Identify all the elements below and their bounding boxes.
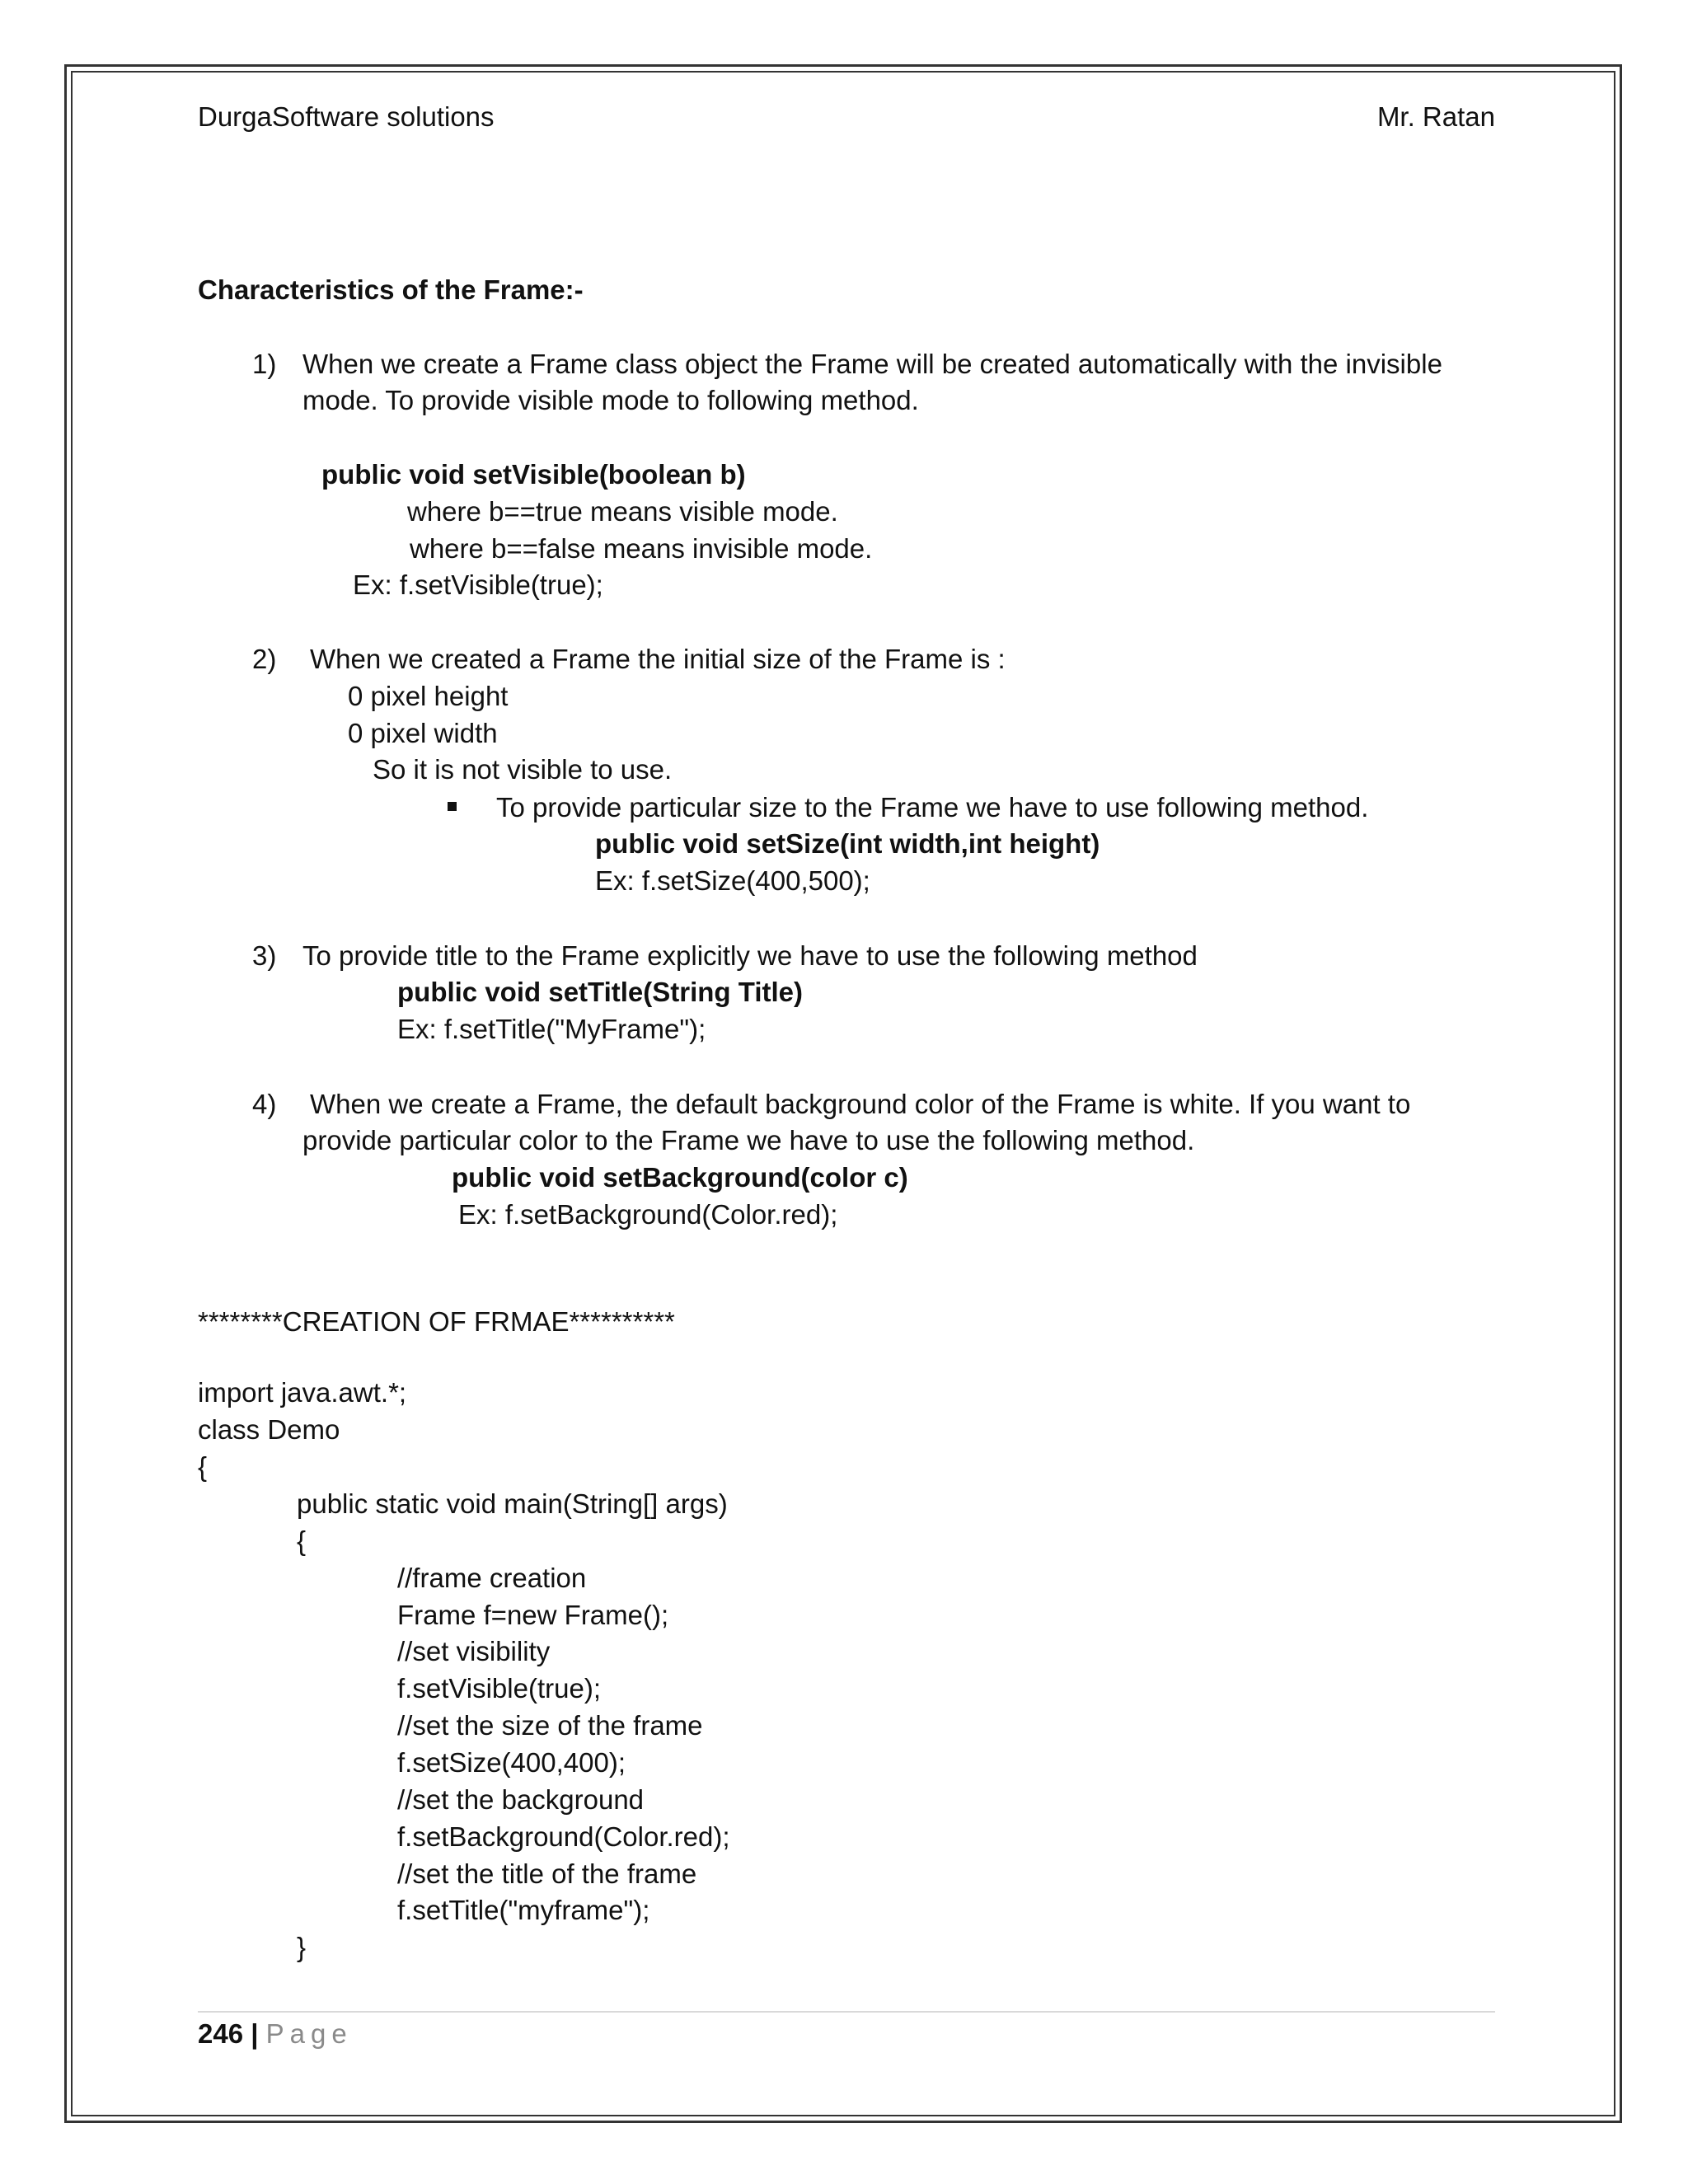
- footer-divider: [198, 2011, 1495, 2013]
- section-heading: Characteristics of the Frame:-: [198, 274, 584, 305]
- item-1-number: 1): [252, 349, 277, 379]
- code-line: //set the size of the frame: [397, 1710, 703, 1741]
- item-2-bullet-text: To provide particular size to the Frame we have to use following method.: [496, 792, 1369, 823]
- code-line: //set visibility: [397, 1636, 551, 1666]
- header-left: DurgaSoftware solutions: [198, 101, 495, 132]
- item-1-method: public void setVisible(boolean b): [321, 459, 746, 490]
- code-line: //frame creation: [397, 1563, 587, 1593]
- header-right: Mr. Ratan: [1376, 101, 1495, 132]
- item-1-example: Ex: f.setVisible(true);: [353, 569, 603, 600]
- item-3-method: public void setTitle(String Title): [397, 977, 803, 1007]
- item-1-line-1: When we create a Frame class object the Frame will be created automatically with the invisible: [302, 349, 1442, 379]
- code-line: f.setVisible(true);: [397, 1673, 601, 1704]
- code-line: }: [297, 1932, 307, 1962]
- item-2-note: So it is not visible to use.: [373, 754, 673, 785]
- page-footer: [198, 2018, 353, 2050]
- bullet-icon: [448, 802, 457, 811]
- item-2-line-1: When we created a Frame the initial size of the Frame is :: [310, 644, 1006, 674]
- creation-title: ********CREATION OF FRMAE**********: [198, 1306, 675, 1337]
- item-2-example: Ex: f.setSize(400,500);: [595, 865, 870, 896]
- item-4-method: public void setBackground(color c): [452, 1162, 908, 1193]
- code-line: import java.awt.*;: [198, 1377, 407, 1408]
- item-4-line-2: provide particular color to the Frame we have to use the following method.: [302, 1125, 1195, 1155]
- code-line: {: [297, 1526, 307, 1556]
- code-line: class Demo: [198, 1414, 340, 1445]
- item-1-line-2: mode. To provide visible mode to following method.: [302, 385, 919, 415]
- item-3-number: 3): [252, 940, 277, 971]
- page-number: 246: [198, 2018, 244, 2049]
- item-4-example: Ex: f.setBackground(Color.red);: [458, 1199, 838, 1230]
- item-1-where-false: where b==false means invisible mode.: [410, 533, 873, 564]
- code-line: {: [198, 1451, 208, 1482]
- item-2-method: public void setSize(int width,int height): [595, 828, 1100, 859]
- code-line: //set the title of the frame: [397, 1858, 697, 1889]
- item-2-number: 2): [252, 644, 277, 674]
- page-separator: |: [251, 2018, 259, 2049]
- code-line: Frame f=new Frame();: [397, 1600, 669, 1630]
- code-line: public static void main(String[] args): [297, 1488, 728, 1519]
- code-line: f.setBackground(Color.red);: [397, 1821, 730, 1852]
- item-4-number: 4): [252, 1089, 277, 1119]
- code-line: //set the background: [397, 1784, 645, 1815]
- page-label: Page: [265, 2018, 353, 2049]
- item-1-where-true: where b==true means visible mode.: [407, 496, 838, 527]
- code-line: f.setTitle("myframe");: [397, 1895, 650, 1925]
- item-3-example: Ex: f.setTitle("MyFrame");: [397, 1014, 706, 1044]
- item-3-line-1: To provide title to the Frame explicitly we have to use the following method: [302, 940, 1198, 971]
- code-line: f.setSize(400,400);: [397, 1747, 626, 1778]
- item-2-height: 0 pixel height: [348, 681, 509, 711]
- item-4-line-1: When we create a Frame, the default background color of the Frame is white. If you want to: [310, 1089, 1411, 1119]
- item-2-width: 0 pixel width: [348, 718, 498, 748]
